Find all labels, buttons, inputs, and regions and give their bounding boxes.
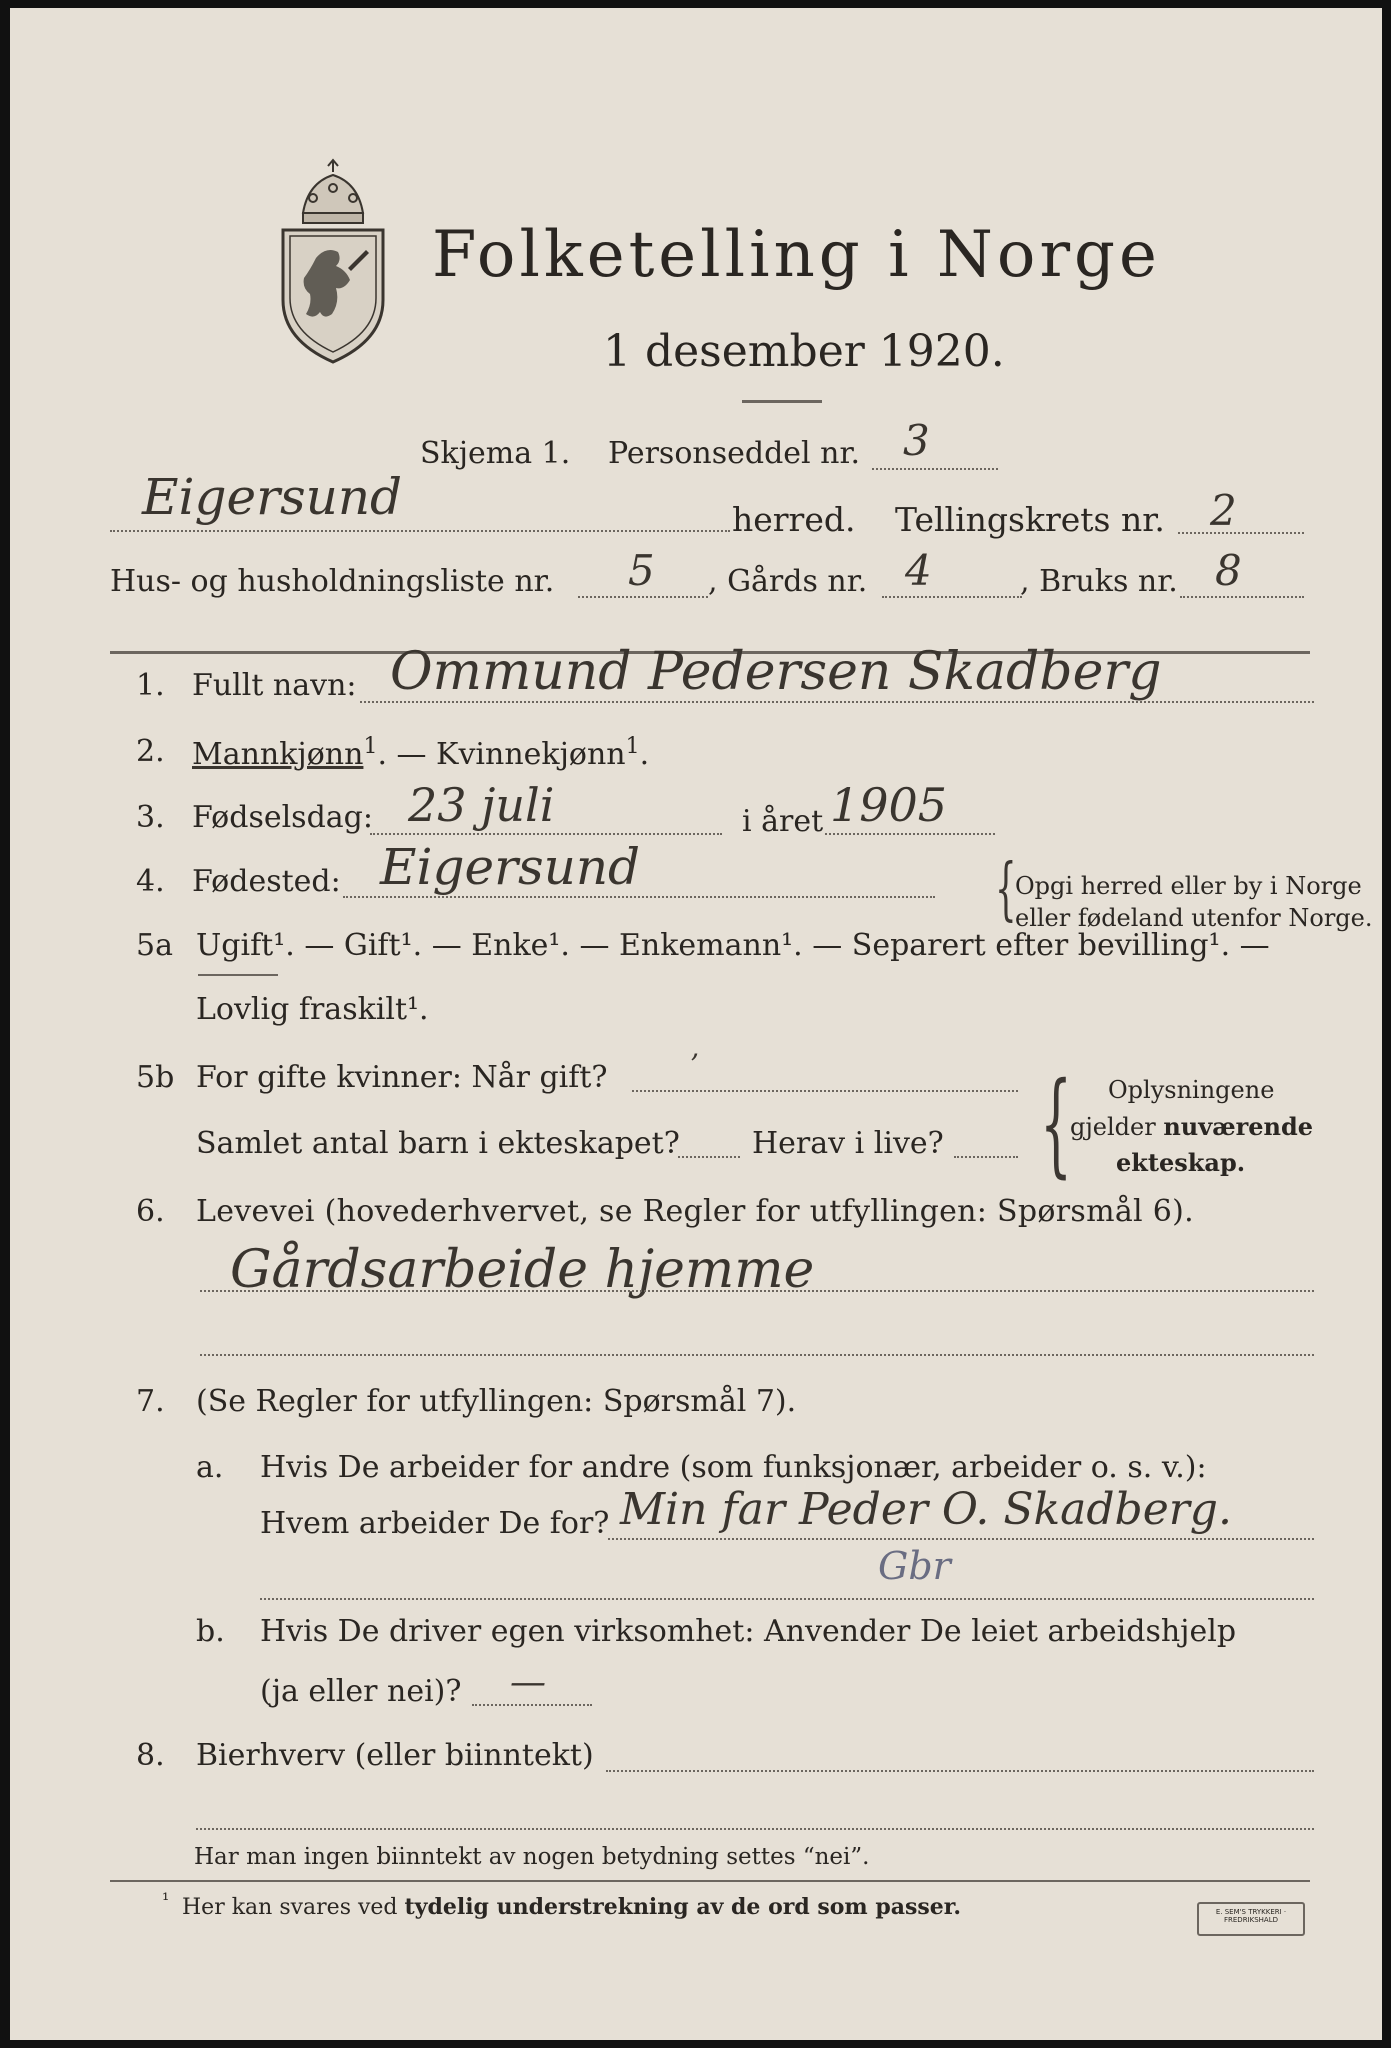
q7a-line xyxy=(608,1538,1314,1540)
bruks-label: , Bruks nr. xyxy=(1020,564,1178,599)
q5b-alive-label: Herav i live? xyxy=(752,1126,944,1161)
hus-value: 5 xyxy=(628,546,655,595)
q5b-note-line1: Oplysningene xyxy=(1108,1076,1275,1104)
hus-line xyxy=(578,596,708,598)
q5b-married-when-value: ’ xyxy=(690,1048,699,1081)
q4-label: Fødested: xyxy=(192,864,341,899)
printer-stamp: E. SEM'S TRYKKERI · FREDRIKSHALD xyxy=(1197,1902,1305,1936)
q7-number: 7. xyxy=(136,1384,165,1419)
title-divider xyxy=(742,400,822,403)
footnote-text: Her kan svares ved tydelig understrekning av de ord som passer. xyxy=(182,1894,962,1920)
herred-label: herred. xyxy=(732,500,856,539)
tellingskrets-label: Tellingskrets nr. xyxy=(895,500,1165,539)
q4-note-brace: { xyxy=(995,850,1017,929)
q2-female-option: Kvinnekjønn xyxy=(436,737,626,772)
form-title: Folketelling i Norge xyxy=(432,218,1161,292)
q5b-children-label: Samlet antal barn i ekteskapet? xyxy=(196,1126,680,1161)
footer-note: Har man ingen biinntekt av nogen betydning settes “nei”. xyxy=(194,1844,870,1870)
q2-sex-options: Mannkjønn$^1$. — Kvinnekjønn$^1$. xyxy=(192,734,650,772)
q3-number: 3. xyxy=(136,800,165,835)
q8-number: 8. xyxy=(136,1738,165,1773)
hus-label: Hus- og husholdningsliste nr. xyxy=(110,564,555,599)
q2-male-option: Mannkjønn xyxy=(192,737,364,772)
q3-birthday-value: 23 juli xyxy=(408,778,555,832)
q7a-employer-value: Min far Peder O. Skadberg. xyxy=(620,1484,1232,1535)
herred-line xyxy=(110,530,730,532)
q7b-letter: b. xyxy=(196,1614,225,1649)
tellingskrets-line xyxy=(1178,532,1304,534)
q6-label: Levevei (hovederhvervet, se Regler for utfyllingen: Spørsmål 6). xyxy=(196,1194,1194,1229)
q5a-marital-options: Ugift¹. — Gift¹. — Enke¹. — Enkemann¹. — Separert efter bevilling¹. — xyxy=(196,928,1270,963)
q7b-value: — xyxy=(510,1662,546,1703)
q1-number: 1. xyxy=(136,668,165,703)
q7-label: (Se Regler for utfyllingen: Spørsmål 7). xyxy=(196,1384,797,1419)
q5b-alive-line xyxy=(954,1156,1018,1158)
q7a-mark: Gbr xyxy=(878,1544,951,1588)
gards-value: 4 xyxy=(905,546,932,595)
census-form-page xyxy=(10,8,1382,2040)
personseddel-line xyxy=(872,468,998,470)
q8-line xyxy=(606,1770,1314,1772)
q5b-note-line2: gjelder nuværende xyxy=(1070,1112,1314,1141)
tellingskrets-value: 2 xyxy=(1210,486,1237,535)
q5b-note-brace: { xyxy=(1040,1059,1073,1189)
footnote-number: ¹ xyxy=(162,1890,170,1911)
q3-year-value: 1905 xyxy=(830,778,948,832)
q7b-line1: Hvis De driver egen virksomhet: Anvender De leiet arbeidshjelp xyxy=(260,1614,1237,1649)
skjema-label: Skjema 1. xyxy=(420,436,571,471)
q6-occupation-value: Gårdsarbeide hjemme xyxy=(230,1240,815,1300)
q3-day-line xyxy=(370,833,722,835)
q5b-number: 5b xyxy=(136,1060,175,1095)
q4-note-line1: Opgi herred eller by i Norge xyxy=(1015,872,1362,900)
q3-year-line xyxy=(825,833,995,835)
q5b-note-line3: ekteskap. xyxy=(1116,1148,1246,1177)
bruks-line xyxy=(1180,596,1304,598)
q5a-ugift-underline xyxy=(198,974,278,976)
q5a-number: 5a xyxy=(136,928,173,963)
q7a-line-extra xyxy=(260,1598,1314,1600)
q6-line1 xyxy=(200,1290,1314,1292)
q7a-letter: a. xyxy=(196,1450,224,1485)
q7b-line xyxy=(472,1704,592,1706)
q6-number: 6. xyxy=(136,1194,165,1229)
q4-birthplace-value: Eigersund xyxy=(380,838,641,896)
gards-line xyxy=(882,596,1022,598)
personseddel-label: Personseddel nr. xyxy=(608,436,861,471)
q3-label: Fødselsdag: xyxy=(192,800,373,835)
q7b-line2: (ja eller nei)? xyxy=(260,1674,462,1709)
q1-full-name: Ommund Pedersen Skadberg xyxy=(390,642,1162,702)
q4-number: 4. xyxy=(136,864,165,899)
q3-year-label: i året xyxy=(742,804,824,839)
gards-label: , Gårds nr. xyxy=(708,564,868,599)
q4-note-line2: eller fødeland utenfor Norge. xyxy=(1015,904,1373,932)
personseddel-value: 3 xyxy=(903,416,930,465)
q7a-line1: Hvis De arbeider for andre (som funksjonær, arbeider o. s. v.): xyxy=(260,1450,1207,1485)
q2-number: 2. xyxy=(136,734,165,769)
q5b-married-when-line xyxy=(632,1090,1018,1092)
form-date: 1 desember 1920. xyxy=(603,326,1005,377)
q1-label: Fullt navn: xyxy=(192,668,357,703)
q8-label: Bierhverv (eller biinntekt) xyxy=(196,1738,594,1773)
q5a-line2: Lovlig fraskilt¹. xyxy=(196,992,429,1027)
q4-line xyxy=(343,896,935,898)
q5b-children-line xyxy=(678,1156,740,1158)
norway-coat-of-arms-icon xyxy=(268,158,398,368)
footer-divider xyxy=(110,1880,1310,1882)
herred-value: Eigersund xyxy=(142,468,403,526)
q5b-married-when-label: For gifte kvinner: Når gift? xyxy=(196,1060,608,1095)
q8-line2 xyxy=(196,1828,1314,1830)
q7a-line2: Hvem arbeider De for? xyxy=(260,1506,610,1541)
bruks-value: 8 xyxy=(1215,546,1242,595)
q6-line2 xyxy=(200,1354,1314,1356)
